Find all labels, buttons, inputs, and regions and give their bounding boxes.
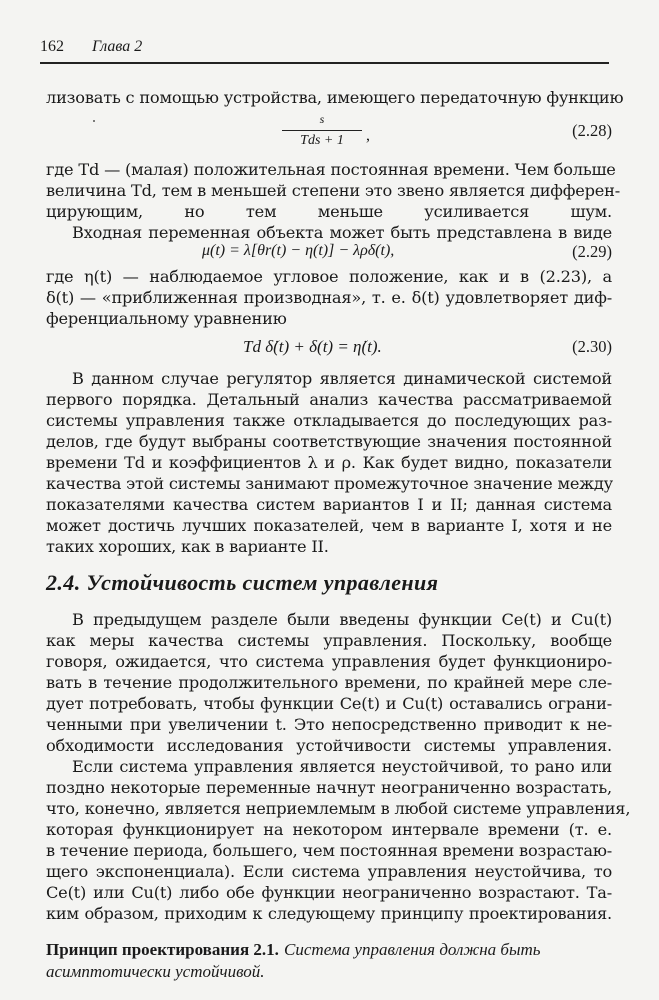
design-principle-continued <box>46 961 612 983</box>
text-line: ким образом, приходим к следующему принципу проектирования. <box>46 904 612 923</box>
text-line: величина Td, тем в меньшей степени это звено является дифферен- <box>46 181 621 200</box>
text-line: обходимости исследования устойчивости системы управления. <box>46 736 612 755</box>
text-line: говоря, ожидается, что система управления будет функциониро- <box>46 652 612 671</box>
text-line: показателями качества систем вариантов I и II; данная система <box>46 495 612 514</box>
text-line: делов, где будут выбраны соответствующие значения постоянной <box>46 432 612 451</box>
equation-2-29: μ(t) = λ[θr(t) − η(t)] − λρδ(t), <box>202 242 395 259</box>
text-line: где Td — (малая) положительная постоянная времени. Чем больше <box>46 160 616 179</box>
section-heading: 2.4. Устойчивость систем управления <box>46 570 439 595</box>
text-line: таких хороших, как в варианте II. <box>46 537 329 556</box>
text-line: цирующим, но тем меньше усиливается шум. <box>46 202 612 221</box>
text-line: первого порядка. Детальный анализ качества рассматриваемой <box>46 390 612 409</box>
equation-comma: , <box>366 127 370 144</box>
principle-text: Система управления должна быть <box>284 940 541 959</box>
equation-number-2-29: (2.29) <box>572 242 612 261</box>
text-line: лизовать с помощью устройства, имеющего передаточную функцию <box>46 88 624 107</box>
fraction-numerator: s <box>319 112 325 126</box>
equation-number-2-28: (2.28) <box>572 121 612 140</box>
text-line: Если система управления является неустойчивой, то рано или <box>72 757 612 776</box>
text-line: щего экспоненциала). Если система управления неустойчива, то <box>46 862 612 881</box>
equation-2-30: Td δ̇(t) + δ(t) = η̇(t). <box>243 337 382 356</box>
equation-2-28-fraction <box>282 112 362 149</box>
text-line: δ(t) — «приближенная производная», т. е. δ(t) удовлетворяет диф- <box>46 288 612 307</box>
fraction-bar <box>282 130 362 131</box>
page-header <box>40 38 610 60</box>
equation-number-2-30: (2.30) <box>572 337 612 356</box>
ink-speck <box>93 120 95 122</box>
text-line: что, конечно, является неприемлемым в любой системе управления, <box>46 799 631 818</box>
chapter-title: Глава 2 <box>92 38 143 55</box>
text-line: которая функционирует на некотором интервале времени (т. е. <box>46 820 612 839</box>
text-line: поздно некоторые переменные начнут неограниченно возрастать, <box>46 778 612 797</box>
text-line: как меры качества системы управления. Поскольку, вообще <box>46 631 612 650</box>
text-line: системы управления также откладывается до последующих раз- <box>46 411 612 430</box>
text-line: ференциальному уравнению <box>46 309 287 328</box>
page-number: 162 <box>40 38 64 55</box>
text-line: Входная переменная объекта может быть представлена в виде <box>72 223 612 242</box>
text-line: качества этой системы занимают промежуточное значение между <box>46 474 614 493</box>
header-rule <box>40 62 609 64</box>
text-line: времени Td и коэффициентов λ и ρ. Как будет видно, показатели <box>46 453 612 472</box>
design-principle <box>46 939 612 961</box>
text-line: где η(t) — наблюдаемое угловое положение, как и в (2.23), а <box>46 267 612 286</box>
text-line: ченными при увеличении t. Это непосредственно приводит к не- <box>46 715 612 734</box>
text-line: вать в течение продолжительного времени, по крайней мере сле- <box>46 673 612 692</box>
text-line: в течение периода, большего, чем постоянная времени возрастаю- <box>46 841 612 860</box>
fraction-denominator: Tds + 1 <box>300 133 344 148</box>
principle-text: асимптотически устойчивой. <box>46 962 265 981</box>
principle-label: Принцип проектирования 2.1. <box>46 940 279 959</box>
text-line: В предыдущем разделе были введены функции Ce(t) и Cu(t) <box>72 610 612 629</box>
text-line: В данном случае регулятор является динамической системой <box>72 369 612 388</box>
text-line: может достичь лучших показателей, чем в варианте I, хотя и не <box>46 516 612 535</box>
text-line: дует потребовать, чтобы функции Ce(t) и Cu(t) оставались ограни- <box>46 694 612 713</box>
text-line: Ce(t) или Cu(t) либо обе функции неограниченно возрастают. Та- <box>46 883 612 902</box>
